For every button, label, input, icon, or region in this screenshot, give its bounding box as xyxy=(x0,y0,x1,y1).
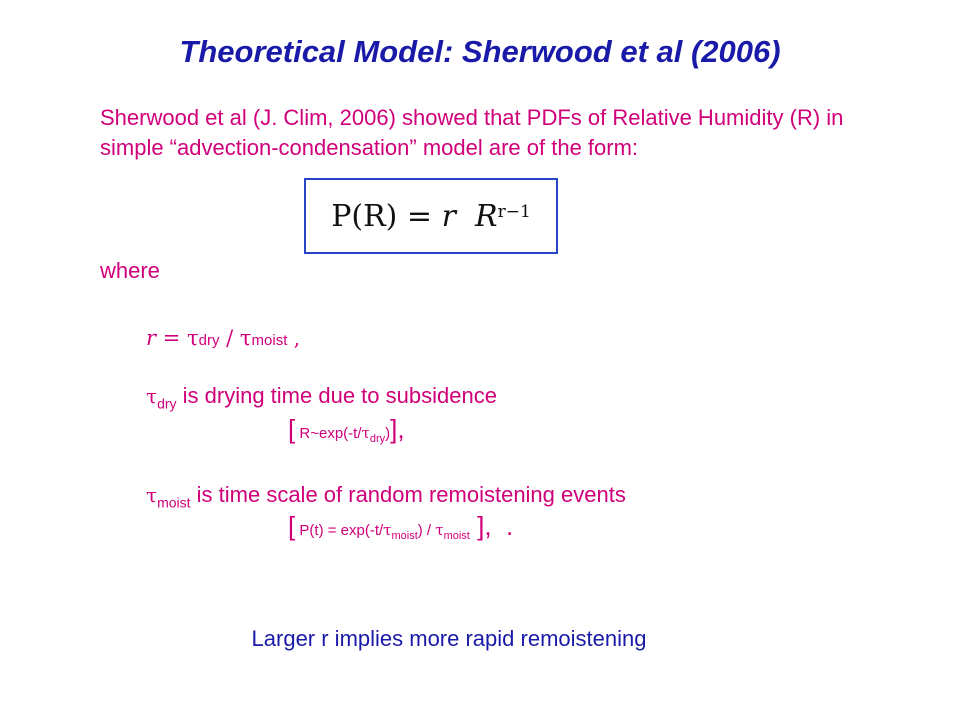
bracket-trail: , xyxy=(397,414,405,444)
bracket-close: ] xyxy=(390,414,398,444)
formula-equals: = xyxy=(397,198,442,234)
tau-dry-bracket xyxy=(288,414,405,445)
tau-dry-sub: dry xyxy=(157,395,177,412)
tau-moist-sub: moist xyxy=(157,494,191,511)
formula-lhs: P xyxy=(331,198,352,234)
ratio-tau-dry: τ xyxy=(187,326,199,350)
bracket-close: ] xyxy=(469,511,485,541)
ratio-moist-sub: moist xyxy=(251,332,288,349)
bracket-text: R~exp(-t/ xyxy=(295,425,362,442)
pdf-formula-box xyxy=(304,178,558,254)
bracket-open: [ xyxy=(288,414,296,444)
ratio-slash: / xyxy=(219,326,240,350)
bracket-trail: , . xyxy=(484,511,514,541)
bracket-close-paren: ) xyxy=(385,425,391,442)
tau-dry-symbol: τ xyxy=(146,384,158,408)
formula-R: R xyxy=(475,198,498,234)
ratio-definition xyxy=(146,326,300,350)
tau-moist-text: is time scale of random remoistening events xyxy=(190,482,626,507)
formula-arg: (R) xyxy=(351,198,398,234)
ratio-dry-sub: dry xyxy=(198,332,220,349)
intro-paragraph: Sherwood et al (J. Clim, 2006) showed that PDFs of Relative Humidity (R) in simple “advection-condensation” model are of the form: xyxy=(100,105,844,160)
bracket-text: P(t) = exp(-t/ xyxy=(295,522,384,539)
bracket-sub: dry xyxy=(369,433,386,445)
bracket-tau2: τ xyxy=(435,521,444,539)
tau-dry-line xyxy=(146,383,497,411)
tau-moist-line xyxy=(146,482,626,510)
ratio-trail: , xyxy=(287,326,301,350)
bracket-sub: moist xyxy=(391,530,418,542)
slide-title: Theoretical Model: Sherwood et al (2006) xyxy=(179,34,781,69)
bracket-open: [ xyxy=(288,511,296,541)
tau-dry-text: is drying time due to subsidence xyxy=(176,383,497,408)
ratio-r: r xyxy=(146,326,157,350)
ratio-tau-moist: τ xyxy=(239,326,252,350)
ratio-equals: = xyxy=(156,326,187,350)
conclusion-text: Larger r implies more rapid remoistening xyxy=(251,626,647,651)
bracket-tau: τ xyxy=(361,424,370,442)
formula-r: r xyxy=(441,198,456,234)
where-label: where xyxy=(100,258,160,283)
bracket-sub2: moist xyxy=(443,530,470,542)
bracket-tau: τ xyxy=(383,521,392,539)
tau-moist-bracket xyxy=(288,511,513,542)
tau-moist-symbol: τ xyxy=(146,483,158,507)
bracket-mid: ) / xyxy=(417,522,436,539)
formula-exponent: r−1 xyxy=(497,202,531,222)
